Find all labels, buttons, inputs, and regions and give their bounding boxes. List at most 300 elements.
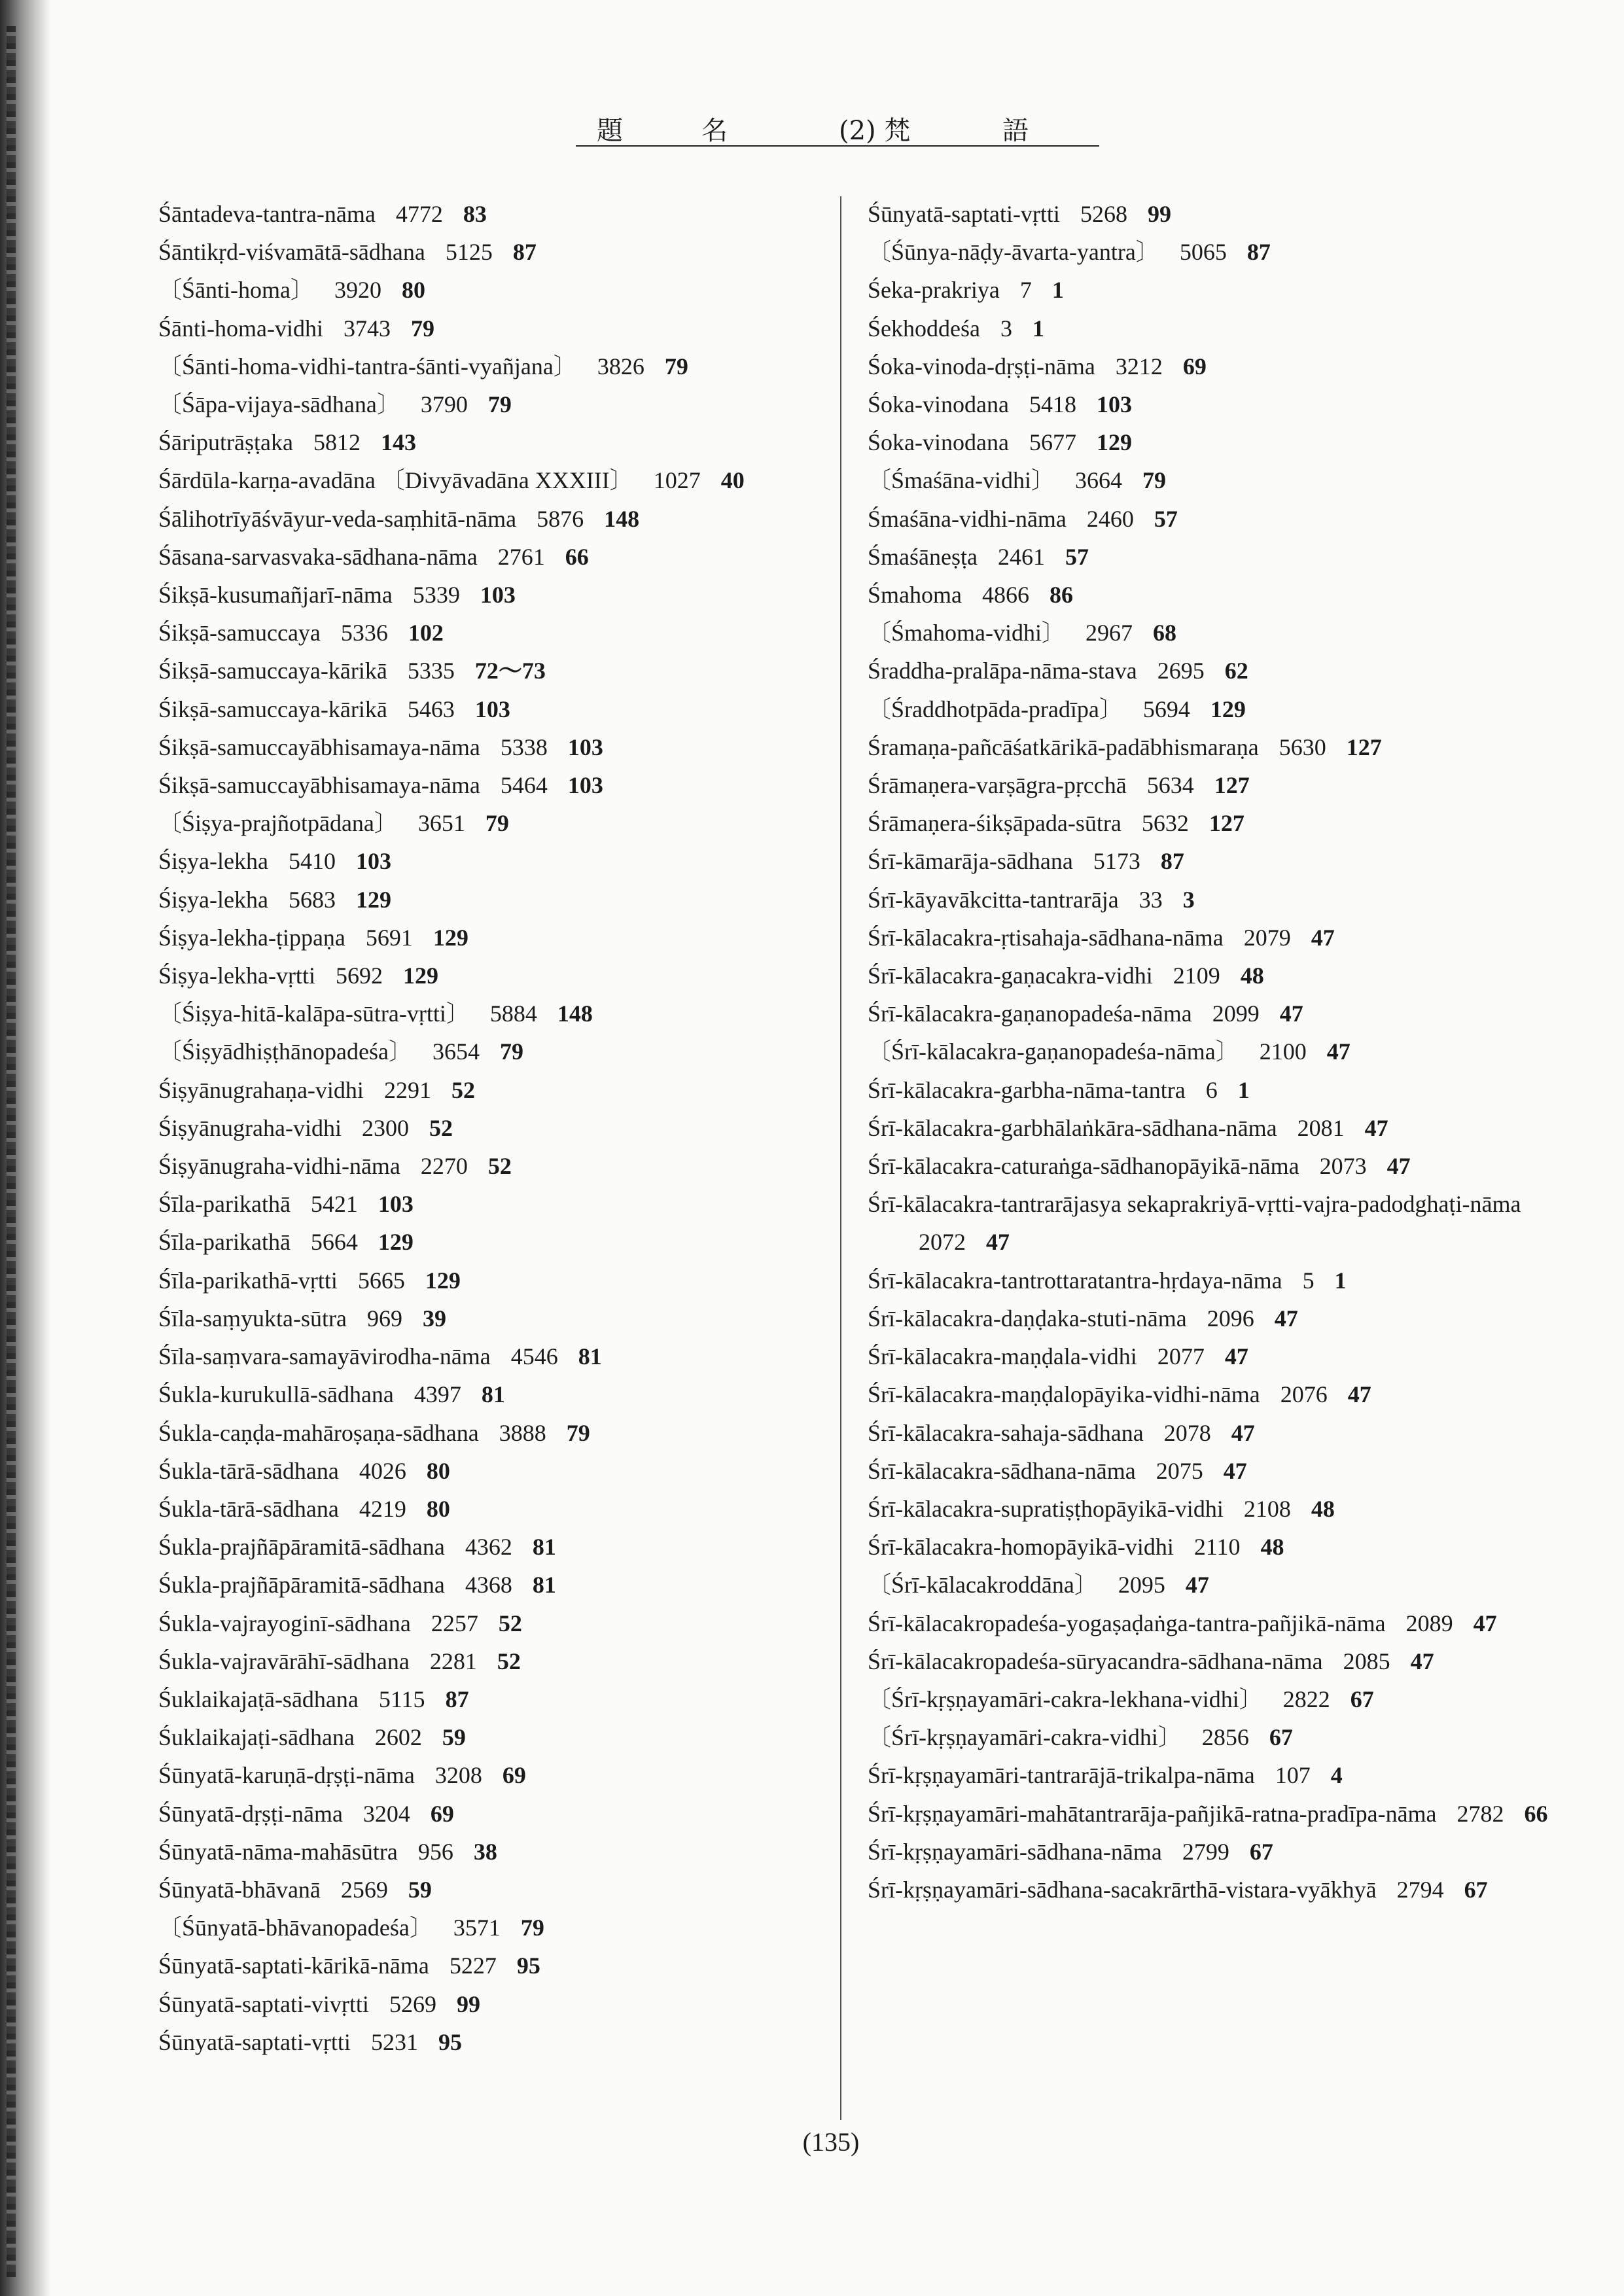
index-entry (158, 195, 826, 233)
entry-page-reference: 69 (502, 1762, 526, 1789)
index-entry (868, 233, 1548, 271)
index-entry (868, 1871, 1548, 1909)
entry-title: Śrī-kālacakra-homopāyikā-vidhi (868, 1534, 1174, 1561)
scan-binding-mark (7, 26, 16, 2277)
entry-page-reference: 62 (1224, 658, 1248, 684)
index-entry (868, 842, 1548, 880)
index-entry (158, 1071, 826, 1109)
index-entry (158, 576, 826, 614)
entry-page-reference: 79 (520, 1915, 544, 1941)
entry-page-reference: 67 (1350, 1686, 1374, 1712)
index-entry (868, 1795, 1548, 1833)
entry-page-reference: 59 (408, 1876, 432, 1903)
index-entry (868, 652, 1548, 690)
entry-page-reference: 87 (1160, 848, 1184, 875)
entry-catalog-number: 5231 (370, 2028, 418, 2055)
index-entry (158, 1337, 826, 1375)
entry-page-reference: 79 (410, 315, 434, 342)
entry-title: Śrī-kālacakra-garbhālaṅkāra-sādhana-nāma (868, 1114, 1277, 1141)
entry-page-reference: 81 (481, 1381, 505, 1408)
entry-page-reference: 47 (1364, 1114, 1388, 1141)
index-entry (158, 1833, 826, 1871)
entry-title: Śūnyatā-saptati-vivṛtti (158, 1990, 369, 2017)
index-entry (868, 1375, 1548, 1413)
entry-page-reference: 79 (487, 391, 512, 418)
entry-page-reference: 52 (497, 1648, 521, 1674)
entry-title: Śikṣā-samuccayābhisamaya-nāma (158, 733, 480, 760)
entry-title: Śrī-kālacakra-caturaṅga-sādhanopāyikā-nāma (868, 1153, 1299, 1180)
entry-page-reference: 127 (1214, 772, 1250, 799)
entry-catalog-number: 3888 (499, 1419, 546, 1446)
entry-catalog-number: 5418 (1029, 391, 1076, 418)
entry-catalog-number: 2081 (1297, 1114, 1345, 1141)
entry-catalog-number: 2072 (919, 1229, 966, 1256)
index-entry (868, 1414, 1548, 1452)
entry-page-reference: 129 (1096, 429, 1132, 456)
index-entry (158, 1185, 826, 1223)
entry-title: Śūnyatā-nāma-mahāsūtra (158, 1838, 398, 1865)
entry-page-reference: 47 (1223, 1457, 1247, 1484)
entry-catalog-number: 5269 (389, 1990, 436, 2017)
entry-page-reference: 47 (1274, 1305, 1298, 1332)
header-left: 題 (597, 116, 623, 146)
entry-title: Śukla-prajñāpāramitā-sādhana (158, 1534, 445, 1561)
index-entry (868, 461, 1548, 499)
entry-title: Śrāmaṇera-varṣāgra-pṛcchā (868, 772, 1127, 799)
entry-page-reference: 59 (442, 1724, 466, 1751)
entry-catalog-number: 5694 (1142, 696, 1190, 722)
entry-page-reference: 81 (532, 1572, 556, 1598)
entry-catalog-number: 2075 (1156, 1457, 1203, 1484)
entry-page-reference: 86 (1049, 582, 1073, 609)
entry-title: Śukla-vajrayoginī-sādhana (158, 1610, 411, 1636)
entry-catalog-number: 4397 (414, 1381, 461, 1408)
index-entry (158, 538, 826, 576)
entry-title: Śāntikṛd-viśvamātā-sādhana (158, 239, 425, 266)
entry-page-reference: 143 (380, 429, 416, 456)
index-entry (158, 423, 826, 461)
entry-title: Śīla-parikathā (158, 1191, 291, 1218)
entry-catalog-number: 2967 (1085, 620, 1133, 646)
entry-page-reference: 80 (426, 1495, 450, 1522)
entry-title: Śāsana-sarvasvaka-sādhana-nāma (158, 543, 478, 570)
entry-catalog-number: 5115 (378, 1686, 425, 1712)
entry-catalog-number: 2257 (431, 1610, 478, 1636)
index-entry (868, 538, 1548, 576)
entry-title: Śīla-saṃvara-samayāvirodha-nāma (158, 1343, 491, 1370)
entry-title: Śikṣā-kusumañjarī-nāma (158, 582, 393, 609)
entry-catalog-number: 2078 (1163, 1419, 1211, 1446)
entry-title: Śrī-kṛṣṇayamāri-sādhana-sacakrārthā-vistara-vyākhyā (868, 1876, 1377, 1903)
entry-page-reference: 129 (402, 963, 438, 989)
entry-title: 〔Śrī-kṛṣṇayamāri-cakra-vidhi〕 (868, 1724, 1182, 1751)
entry-page-reference: 103 (474, 696, 510, 722)
entry-page-reference: 127 (1346, 733, 1382, 760)
index-entry (868, 1756, 1548, 1794)
entry-title: Śīla-saṃyukta-sūtra (158, 1305, 347, 1332)
entry-page-reference: 129 (378, 1229, 414, 1256)
index-entry (158, 766, 826, 804)
entry-catalog-number: 2077 (1157, 1343, 1205, 1370)
entry-title: Śrī-kāyavākcitta-tantrarāja (868, 886, 1119, 913)
entry-title: Śukla-vajravārāhī-sādhana (158, 1648, 410, 1674)
index-entry (158, 1604, 826, 1642)
entry-title: 〔Śāpa-vijaya-sādhana〕 (158, 391, 400, 418)
entry-title: Śekhoddeśa (868, 315, 980, 342)
entry-title: 〔Śrī-kālacakroddāna〕 (868, 1572, 1098, 1598)
index-entry (158, 842, 826, 880)
index-entry (158, 1680, 826, 1718)
index-entry (158, 347, 826, 385)
entry-catalog-number: 6 (1205, 1076, 1218, 1103)
entry-title: 〔Śmaśāna-vidhi〕 (868, 467, 1055, 494)
entry-title: Śiṣyānugraha-vidhi (158, 1114, 342, 1141)
index-entry (868, 500, 1548, 538)
index-entry (868, 728, 1548, 766)
entry-title: Śmaśāneṣṭa (868, 543, 978, 570)
entry-page-reference: 48 (1240, 963, 1264, 989)
entry-page-reference: 72〜73 (474, 658, 546, 684)
entry-title: Śārdūla-karṇa-avadāna 〔Divyāvadāna XXXIII〕 (158, 467, 633, 494)
entry-title: Śukla-tārā-sādhana (158, 1457, 339, 1484)
index-entry (158, 2023, 826, 2061)
index-entry (158, 690, 826, 728)
index-entry (868, 881, 1548, 919)
index-entry (158, 1452, 826, 1490)
entry-page-reference: 47 (1473, 1610, 1497, 1636)
entry-catalog-number: 3651 (417, 810, 465, 837)
entry-title: 〔Śānti-homa〕 (158, 277, 314, 304)
index-entry (868, 1452, 1548, 1490)
entry-title: Śikṣā-samuccaya-kārikā (158, 658, 387, 684)
entry-catalog-number: 2099 (1212, 1000, 1260, 1027)
entry-catalog-number: 5664 (310, 1229, 358, 1256)
entry-page-reference: 57 (1065, 543, 1089, 570)
entry-title: Śmahoma (868, 582, 962, 609)
entry-catalog-number: 1027 (653, 467, 701, 494)
entry-catalog-number: 2695 (1157, 658, 1205, 684)
entry-catalog-number: 5683 (288, 886, 336, 913)
index-entry (158, 271, 826, 309)
entry-page-reference: 87 (1246, 239, 1271, 266)
entry-catalog-number: 2096 (1207, 1305, 1254, 1332)
entry-catalog-number: 2073 (1319, 1153, 1367, 1180)
entry-page-reference: 57 (1154, 505, 1178, 532)
index-entry (158, 1223, 826, 1261)
entry-title: Śeka-prakriya (868, 277, 1000, 304)
entry-title: Śānti-homa-vidhi (158, 315, 323, 342)
entry-page-reference: 99 (1147, 201, 1171, 227)
entry-title: Śrī-kālacakra-maṇḍala-vidhi (868, 1343, 1137, 1370)
entry-catalog-number: 5 (1302, 1267, 1315, 1294)
entry-catalog-number: 5065 (1179, 239, 1227, 266)
entry-page-reference: 103 (480, 582, 516, 609)
entry-page-reference: 129 (432, 924, 468, 951)
entry-catalog-number: 2461 (997, 543, 1045, 570)
entry-page-reference: 87 (512, 239, 537, 266)
entry-title: Śrī-kālacakra-tantrottaratantra-hṛdaya-nāma (868, 1267, 1282, 1294)
entry-catalog-number: 5268 (1080, 201, 1127, 227)
entry-catalog-number: 5876 (537, 505, 584, 532)
entry-catalog-number: 2100 (1259, 1038, 1307, 1065)
entry-title: 〔Śraddhotpāda-pradīpa〕 (868, 696, 1123, 722)
entry-catalog-number: 4866 (981, 582, 1029, 609)
entry-page-reference: 79 (1142, 467, 1166, 494)
page-number: (135) (802, 2127, 860, 2157)
column-divider (840, 196, 841, 2120)
entry-page-reference: 1 (1051, 277, 1064, 304)
entry-page-reference: 38 (473, 1838, 497, 1865)
entry-catalog-number: 2602 (374, 1724, 422, 1751)
entry-catalog-number: 5677 (1029, 429, 1076, 456)
entry-page-reference: 39 (422, 1305, 446, 1332)
entry-catalog-number: 7 (1019, 277, 1032, 304)
entry-title: Śiṣya-lekha (158, 848, 268, 875)
entry-title: Śiṣyānugrahaṇa-vidhi (158, 1076, 364, 1103)
index-entry (158, 233, 826, 271)
entry-title: Śraddha-pralāpa-nāma-stava (868, 658, 1137, 684)
entry-page-reference: 66 (565, 543, 589, 570)
entry-catalog-number: 2460 (1086, 505, 1134, 532)
entry-title: Śrī-kālacakropadeśa-sūryacandra-sādhana-nāma (868, 1648, 1323, 1674)
entry-title: Śāriputrāṣṭaka (158, 429, 293, 456)
entry-page-reference: 52 (451, 1076, 475, 1103)
index-entry (158, 1718, 826, 1756)
entry-title: 〔Śiṣya-prajñotpādana〕 (158, 810, 398, 837)
entry-page-reference: 81 (578, 1343, 602, 1370)
entry-title: 〔Śiṣyādhiṣṭhānopadeśa〕 (158, 1038, 412, 1065)
entry-page-reference: 102 (408, 620, 444, 646)
entry-page-reference: 83 (463, 201, 487, 227)
entry-catalog-number: 3790 (420, 391, 468, 418)
entry-page-reference: 52 (487, 1153, 512, 1180)
entry-catalog-number: 2108 (1243, 1495, 1291, 1522)
entry-catalog-number: 4362 (465, 1534, 512, 1561)
entry-catalog-number: 5336 (340, 620, 388, 646)
entry-page-reference: 103 (1096, 391, 1132, 418)
entry-catalog-number: 5884 (489, 1000, 537, 1027)
index-entry (158, 1795, 826, 1833)
entry-catalog-number: 2799 (1182, 1838, 1229, 1865)
index-entry (868, 1528, 1548, 1566)
entry-page-reference: 66 (1524, 1800, 1548, 1827)
index-entry (868, 766, 1548, 804)
entry-page-reference: 79 (566, 1419, 590, 1446)
entry-title: Śikṣā-samuccaya (158, 620, 321, 646)
index-entry (868, 195, 1548, 233)
index-entry (158, 919, 826, 957)
entry-title: Śūnyatā-saptati-vṛtti (868, 201, 1060, 227)
entry-title: Śoka-vinodana (868, 391, 1009, 418)
index-entry (158, 957, 826, 995)
index-entry (158, 1033, 826, 1070)
index-entry (158, 1375, 826, 1413)
entry-page-reference: 80 (426, 1457, 450, 1484)
entry-catalog-number: 2761 (497, 543, 545, 570)
entry-page-reference: 52 (498, 1610, 522, 1636)
entry-page-reference: 47 (1279, 1000, 1303, 1027)
entry-title: Śrāmaṇera-śikṣāpada-sūtra (868, 810, 1121, 837)
entry-title: 〔Śānti-homa-vidhi-tantra-śānti-vyañjana〕 (158, 353, 577, 380)
entry-catalog-number: 2794 (1396, 1876, 1444, 1903)
entry-page-reference: 69 (430, 1800, 454, 1827)
entry-catalog-number: 3743 (343, 315, 391, 342)
entry-catalog-number: 2076 (1280, 1381, 1328, 1408)
entry-title: 〔Śrī-kṛṣṇayamāri-cakra-lekhana-vidhi〕 (868, 1686, 1263, 1712)
entry-page-reference: 81 (532, 1534, 556, 1561)
entry-page-reference: 47 (1311, 924, 1335, 951)
entry-page-reference: 67 (1249, 1838, 1273, 1865)
index-entry (158, 1756, 826, 1794)
entry-title: Śrī-kṛṣṇayamāri-sādhana-nāma (868, 1838, 1162, 1865)
entry-page-reference: 79 (499, 1038, 523, 1065)
entry-catalog-number: 5173 (1093, 848, 1140, 875)
entry-title: Śukla-tārā-sādhana (158, 1495, 339, 1522)
entry-catalog-number: 2095 (1118, 1572, 1165, 1598)
entry-title: Śīla-parikathā (158, 1229, 291, 1256)
index-entry (158, 1414, 826, 1452)
index-entry (868, 1566, 1548, 1604)
entry-page-reference: 79 (485, 810, 509, 837)
entry-page-reference: 47 (1386, 1153, 1411, 1180)
index-entry (158, 652, 826, 690)
entry-catalog-number: 3920 (334, 277, 381, 304)
index-entry (868, 995, 1548, 1033)
entry-title: Śrī-kālacakra-gaṇanopadeśa-nāma (868, 1000, 1192, 1027)
entry-title: Śoka-vinoda-dṛṣṭi-nāma (868, 353, 1095, 380)
entry-catalog-number: 5227 (449, 1952, 497, 1979)
index-entry (158, 728, 826, 766)
entry-catalog-number: 2089 (1405, 1610, 1453, 1636)
entry-catalog-number: 2782 (1456, 1800, 1504, 1827)
entry-catalog-number: 4772 (395, 201, 443, 227)
entry-catalog-number: 3664 (1074, 467, 1122, 494)
index-entry (868, 309, 1548, 347)
index-entry (868, 1071, 1548, 1109)
index-entry (868, 1337, 1548, 1375)
entry-page-reference: 80 (401, 277, 425, 304)
entry-page-reference: 103 (378, 1191, 414, 1218)
entry-catalog-number: 5421 (310, 1191, 358, 1218)
index-entry (158, 995, 826, 1033)
entry-page-reference: 47 (1347, 1381, 1371, 1408)
index-entry (868, 1147, 1548, 1185)
entry-page-reference: 47 (1326, 1038, 1350, 1065)
entry-title: Śmaśāna-vidhi-nāma (868, 505, 1067, 532)
index-entry (868, 1490, 1548, 1528)
entry-title: Śuklaikajaṭi-sādhana (158, 1724, 355, 1751)
index-entry (158, 1566, 826, 1604)
entry-title: Śiṣya-lekha (158, 886, 268, 913)
index-column-left (158, 195, 826, 2061)
index-entry (868, 1833, 1548, 1871)
entry-catalog-number: 5630 (1279, 733, 1326, 760)
entry-page-reference: 148 (557, 1000, 593, 1027)
index-entry (158, 1147, 826, 1185)
entry-page-reference: 40 (720, 467, 745, 494)
entry-catalog-number: 5464 (500, 772, 548, 799)
entry-title: 〔Śūnya-nāḍy-āvarta-yantra〕 (868, 239, 1159, 266)
entry-page-reference: 103 (355, 848, 391, 875)
entry-catalog-number: 2822 (1282, 1686, 1330, 1712)
entry-catalog-number: 2270 (420, 1153, 468, 1180)
entry-page-reference: 129 (425, 1267, 461, 1294)
entry-page-reference: 69 (1182, 353, 1207, 380)
entry-page-reference: 1 (1237, 1076, 1250, 1103)
entry-page-reference: 47 (986, 1229, 1010, 1256)
index-entry (158, 1109, 826, 1147)
entry-catalog-number: 4368 (465, 1572, 512, 1598)
entry-catalog-number: 2856 (1201, 1724, 1249, 1751)
entry-catalog-number: 956 (417, 1838, 453, 1865)
entry-title: Śiṣya-lekha-vṛtti (158, 963, 315, 989)
index-entry (158, 309, 826, 347)
index-entry (868, 1642, 1548, 1680)
entry-title: Śrī-kālacakra-supratiṣṭhopāyikā-vidhi (868, 1495, 1224, 1522)
entry-catalog-number: 2300 (361, 1114, 409, 1141)
entry-page-reference: 1 (1032, 315, 1044, 342)
entry-catalog-number: 2079 (1243, 924, 1291, 951)
entry-catalog-number: 5339 (412, 582, 460, 609)
entry-catalog-number: 5125 (445, 239, 493, 266)
entry-page-reference: 79 (664, 353, 688, 380)
index-entry (158, 1909, 826, 1947)
index-entry (158, 1528, 826, 1566)
entry-title: Śramaṇa-pañcāśatkārikā-padābhismaraṇa (868, 733, 1259, 760)
entry-title: Śrī-kāmarāja-sādhana (868, 848, 1073, 875)
index-entry (868, 919, 1548, 957)
index-entry (868, 271, 1548, 309)
entry-title: Śrī-kālacakra-daṇḍaka-stuti-nāma (868, 1305, 1187, 1332)
entry-title: Śoka-vinodana (868, 429, 1009, 456)
entry-title: Śrī-kālacakropadeśa-yogaṣaḍaṅga-tantra-pañjikā-nāma (868, 1610, 1386, 1636)
index-entry (158, 1947, 826, 1985)
index-entry (868, 614, 1548, 652)
entry-title: Śrī-kālacakra-sādhana-nāma (868, 1457, 1136, 1484)
entry-page-reference: 47 (1224, 1343, 1248, 1370)
entry-catalog-number: 2291 (383, 1076, 431, 1103)
entry-page-reference: 67 (1269, 1724, 1293, 1751)
entry-title: Śiṣya-lekha-ṭippaṇa (158, 924, 345, 951)
entry-title: Śrī-kālacakra-gaṇacakra-vidhi (868, 963, 1153, 989)
entry-catalog-number: 969 (366, 1305, 402, 1332)
entry-catalog-number: 3 (1000, 315, 1012, 342)
entry-catalog-number: 5335 (407, 658, 455, 684)
entry-catalog-number: 4546 (510, 1343, 558, 1370)
index-entry (868, 1033, 1548, 1070)
entry-title: Śukla-prajñāpāramitā-sādhana (158, 1572, 445, 1598)
index-entry (158, 1490, 826, 1528)
index-entry (158, 614, 826, 652)
entry-catalog-number: 5692 (335, 963, 383, 989)
index-entry (868, 1109, 1548, 1147)
entry-page-reference: 47 (1185, 1572, 1209, 1598)
entry-title: Śuklaikajaṭā-sādhana (158, 1686, 359, 1712)
index-column-right (868, 195, 1548, 1909)
entry-title: 〔Śūnyatā-bhāvanopadeśa〕 (158, 1915, 433, 1941)
entry-title: Śūnyatā-dṛṣṭi-nāma (158, 1800, 343, 1827)
entry-catalog-number: 5632 (1141, 810, 1189, 837)
entry-title: 〔Śiṣya-hitā-kalāpa-sūtra-vṛtti〕 (158, 1000, 470, 1027)
index-entry (868, 690, 1548, 728)
index-entry (158, 804, 826, 842)
index-entry (868, 1262, 1548, 1299)
entry-title: Śūnyatā-saptati-kārikā-nāma (158, 1952, 429, 1979)
entry-page-reference: 103 (567, 733, 603, 760)
entry-catalog-number: 3212 (1115, 353, 1163, 380)
entry-page-reference: 87 (445, 1686, 469, 1712)
index-entry (868, 1604, 1548, 1642)
